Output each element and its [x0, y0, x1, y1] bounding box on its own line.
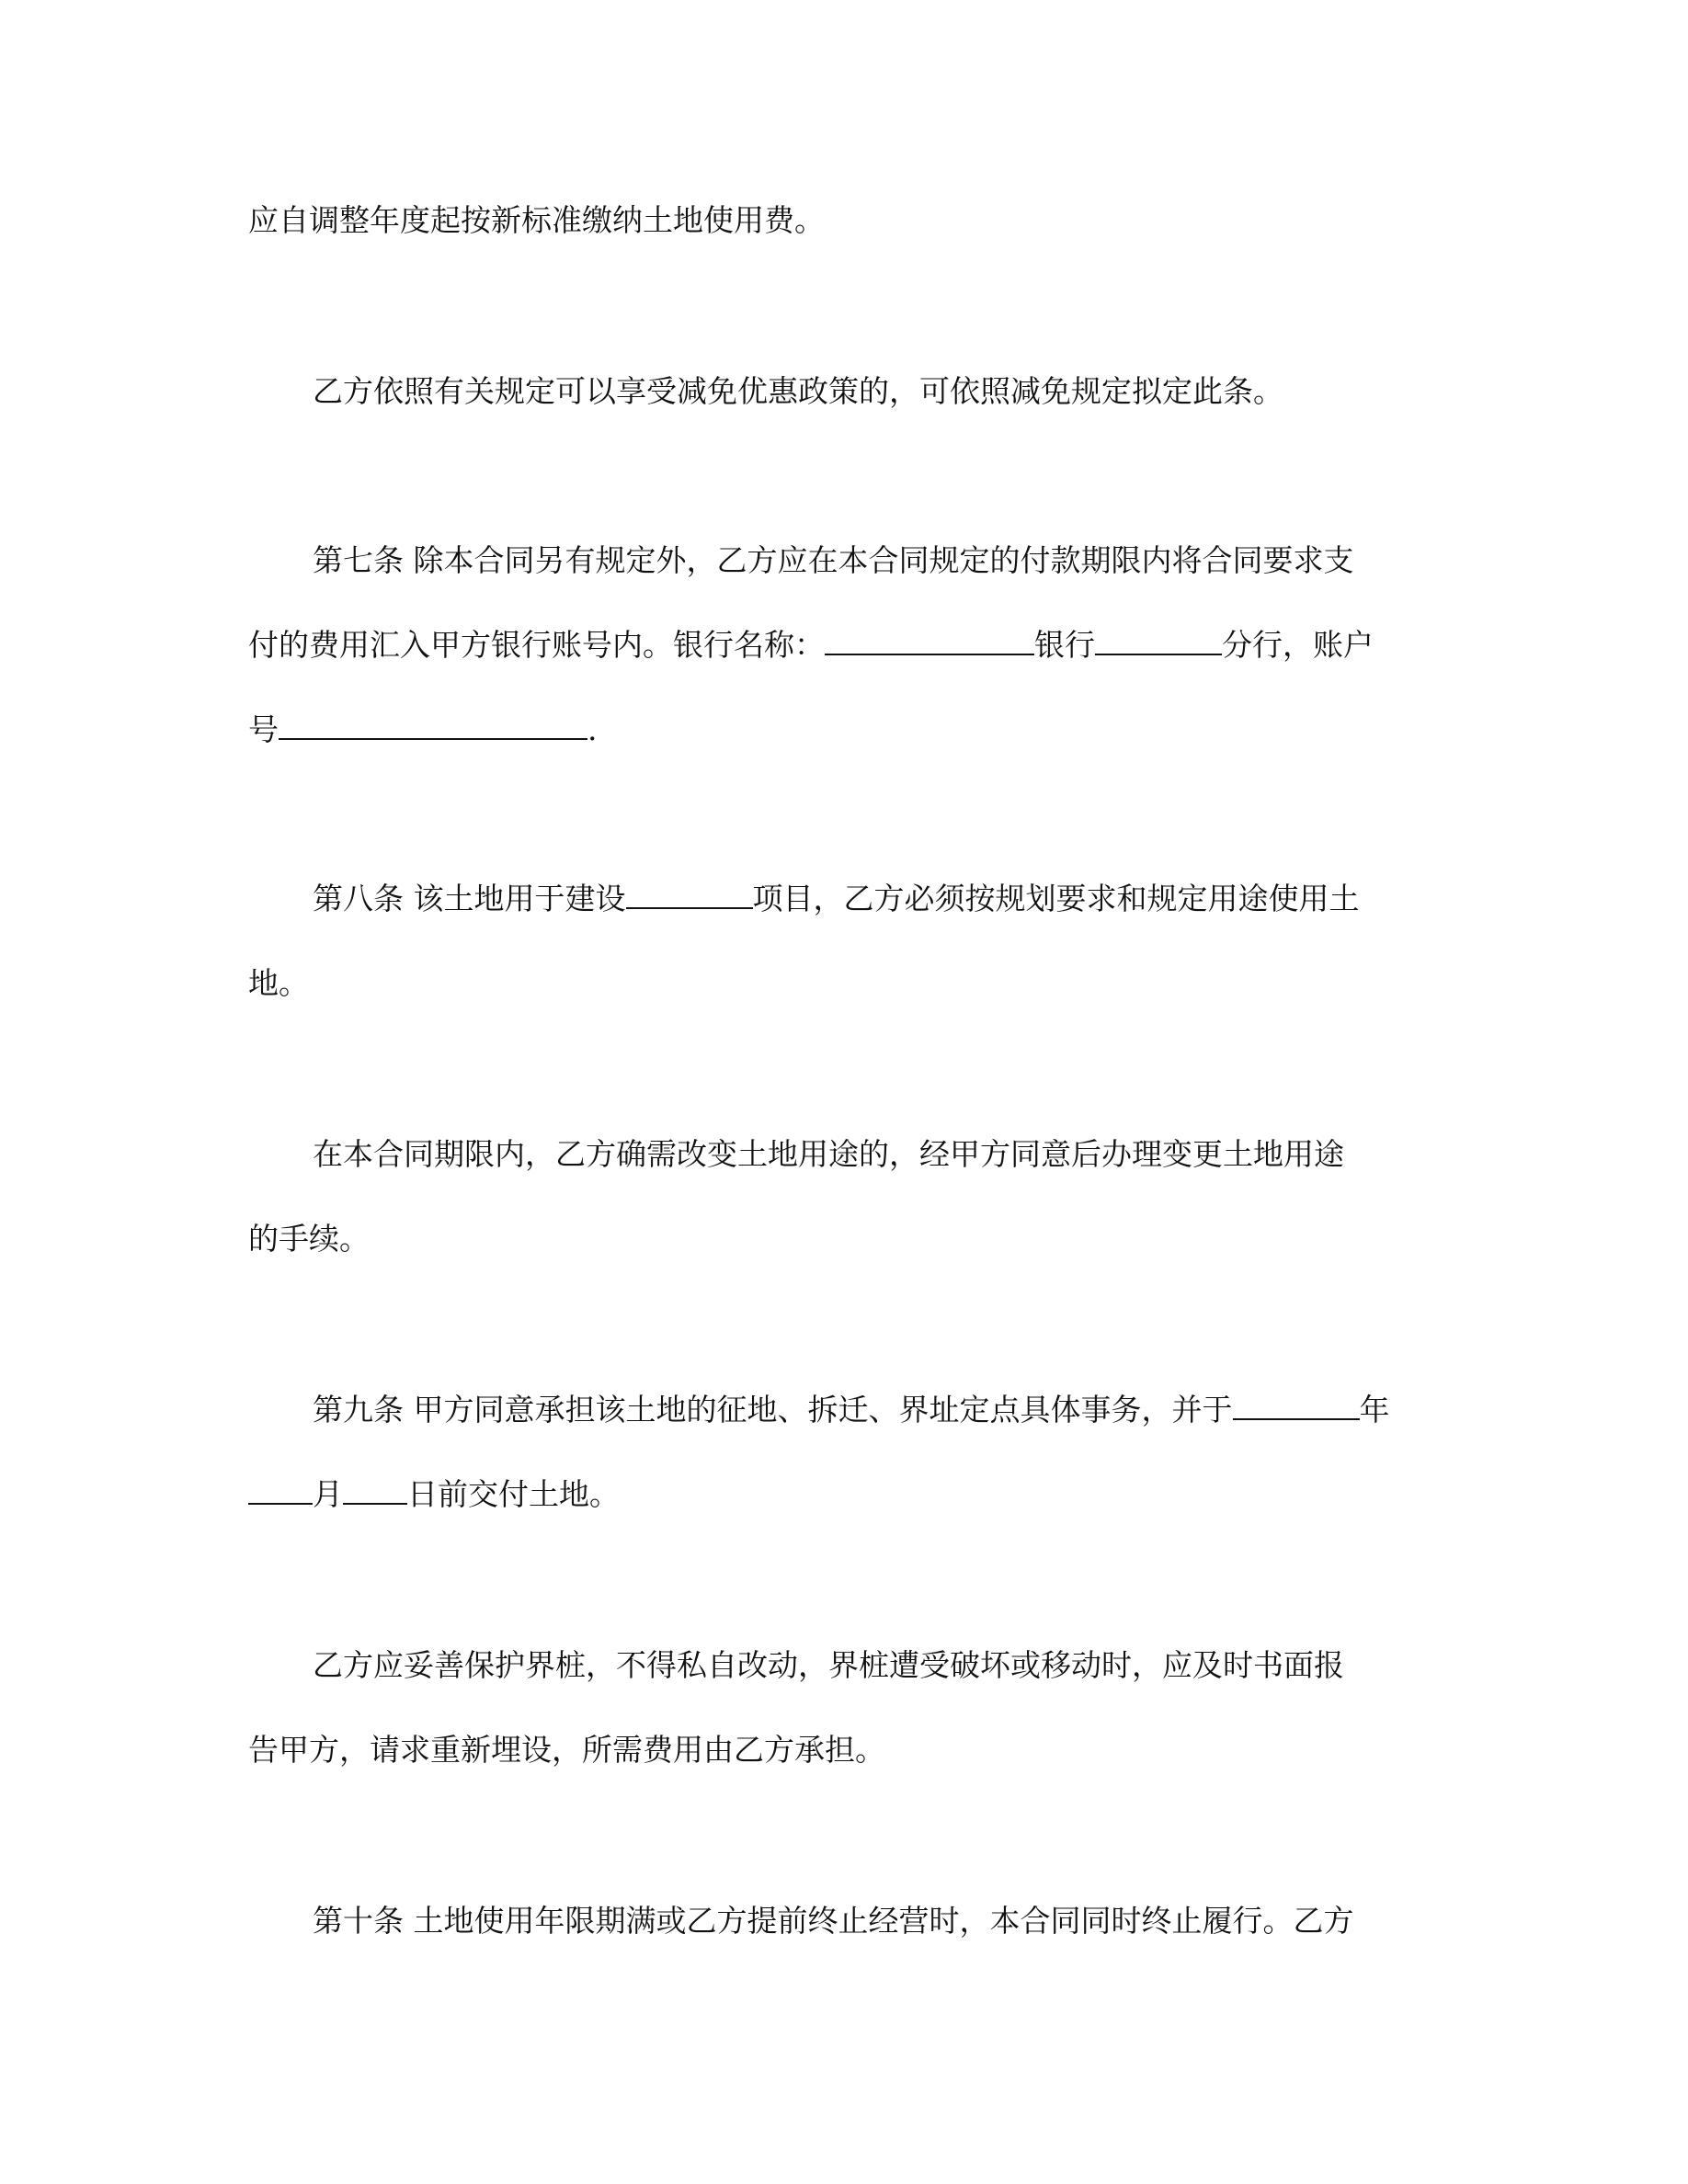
project-name-blank	[626, 880, 753, 909]
paragraph-text: 第十条 土地使用年限期满或乙方提前终止经营时，本合同同时终止履行。乙方	[313, 1903, 1354, 1939]
article-9-line-2	[248, 1474, 620, 1515]
paragraph-7-line-1	[313, 1645, 1344, 1686]
year-blank	[1233, 1391, 1360, 1420]
paragraph-text: 年	[1359, 1392, 1390, 1428]
paragraph-text: 分行，账户	[1222, 627, 1374, 663]
paragraph-5-line-1	[313, 1134, 1344, 1175]
paragraph-text: 付的费用汇入甲方银行账号内。银行名称：	[248, 627, 825, 663]
paragraph-text: 告甲方，请求重新埋设，所需费用由乙方承担。	[248, 1732, 885, 1768]
paragraph-text: 日前交付土地。	[407, 1476, 620, 1512]
paragraph-text: 第七条 除本合同另有规定外，乙方应在本合同规定的付款期限内将合同要求支	[313, 542, 1354, 578]
paragraph-text: .	[587, 711, 598, 747]
article-7-line-1	[313, 540, 1354, 581]
paragraph-text: 乙方依照有关规定可以享受减免优惠政策的，可依照减免规定拟定此条。	[313, 373, 1283, 409]
day-blank	[343, 1475, 407, 1505]
paragraph-text: 在本合同期限内，乙方确需改变土地用途的，经甲方同意后办理变更土地用途	[313, 1136, 1344, 1172]
paragraph-text: 项目，乙方必须按规划要求和规定用途使用土	[752, 881, 1360, 916]
branch-name-blank	[1095, 626, 1222, 655]
paragraph-text: 银行	[1034, 627, 1095, 663]
article-8-line-2	[248, 963, 309, 1004]
account-number-blank	[279, 711, 587, 740]
paragraph-text: 第九条 甲方同意承担该土地的征地、拆迁、界址定点具体事务，并于	[313, 1392, 1233, 1428]
paragraph-text: 月	[313, 1476, 343, 1512]
month-blank	[248, 1475, 313, 1505]
paragraph-text: 地。	[248, 965, 309, 1001]
paragraph-text: 的手续。	[248, 1221, 370, 1257]
paragraph-text: 第八条 该土地用于建设	[313, 881, 626, 916]
article-8-line-1	[313, 879, 1360, 919]
article-9-line-1	[313, 1390, 1390, 1430]
article-10-line-1	[313, 1901, 1354, 1941]
paragraph-2-line-1	[313, 371, 1283, 412]
paragraph-7-line-2	[248, 1730, 885, 1770]
paragraph-text: 乙方应妥善保护界桩，不得私自改动，界桩遭受破坏或移动时，应及时书面报	[313, 1647, 1344, 1683]
paragraph-text: 号	[248, 711, 279, 747]
paragraph-text: 应自调整年度起按新标准缴纳土地使用费。	[248, 202, 825, 238]
bank-name-blank	[825, 626, 1034, 655]
article-7-line-2	[248, 625, 1374, 665]
article-7-line-3	[248, 710, 598, 750]
paragraph-1-line-1	[248, 200, 825, 241]
paragraph-5-line-2	[248, 1219, 370, 1259]
